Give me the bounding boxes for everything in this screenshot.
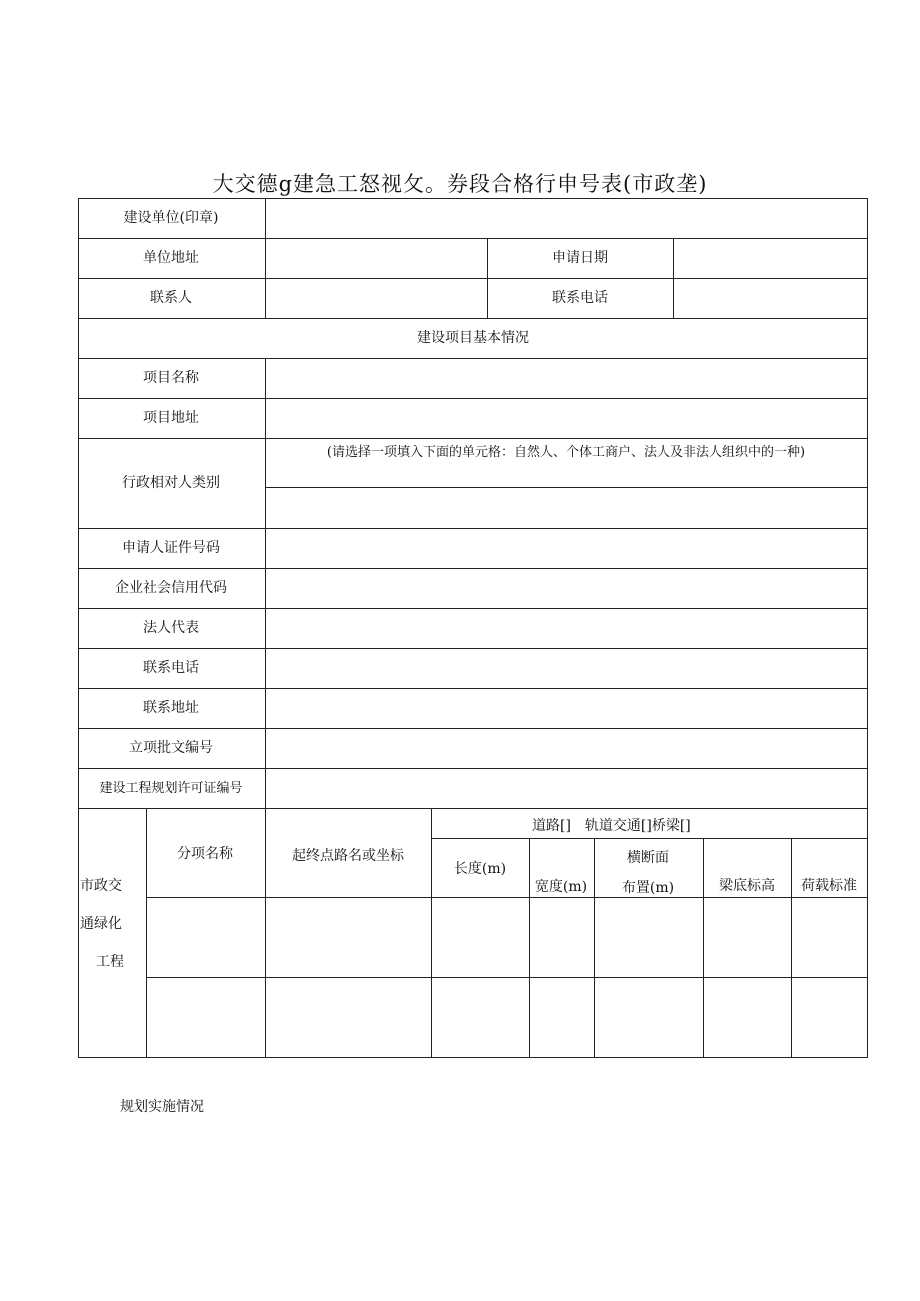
label-approval-no: 立项批文编号 (129, 740, 213, 756)
header-length: 长度(m) (453, 861, 507, 877)
footer-note: 规划实施情况 (120, 1099, 204, 1115)
label-legal-rep: 法人代表 (143, 620, 199, 636)
header-cross-section-2: 布置(m) (621, 880, 675, 896)
form-title: 大交德g建急工怒视攵。券段合格行申号表(市政垄) (212, 172, 708, 196)
header-cross-section-1: 横断面 (627, 850, 669, 866)
admin-party-hint: (请选择一项填入下面的单元格：自然人、个体工商户、法人及非法人组织中的一种) (326, 445, 806, 460)
side-label-line1: 市政交 (80, 878, 122, 894)
label-contact-phone-2: 联系电话 (143, 660, 199, 676)
label-applicant-id: 申请人证件号码 (122, 540, 220, 556)
label-admin-party-type: 行政相对人类别 (122, 475, 220, 491)
side-label-line3: 工程 (96, 954, 124, 970)
section-header: 建设项目基本情况 (417, 330, 529, 346)
label-credit-code: 企业社会信用代码 (115, 580, 227, 596)
header-endpoints: 起终点路名或坐标 (292, 848, 404, 864)
label-contact-phone: 联系电话 (552, 290, 608, 306)
label-unit-address: 单位地址 (143, 250, 199, 266)
header-item-name: 分项名称 (177, 846, 233, 862)
label-project-name: 项目名称 (143, 370, 199, 386)
label-planning-permit-no: 建设工程规划许可证编号 (99, 781, 243, 796)
label-construction-unit: 建设单位(印章) (123, 210, 219, 226)
side-label-line2: 通绿化 (80, 916, 122, 932)
header-width: 宽度(m) (534, 879, 588, 895)
header-project-types: 道路[] 轨道交通[]桥梁[] (532, 818, 691, 834)
label-contact-person: 联系人 (150, 290, 192, 306)
label-project-address: 项目地址 (143, 410, 199, 426)
header-load-standard: 荷载标准 (801, 878, 857, 894)
header-beam-height: 梁底标高 (719, 878, 775, 894)
label-apply-date: 申请日期 (552, 250, 608, 266)
label-contact-address: 联系地址 (143, 700, 199, 716)
